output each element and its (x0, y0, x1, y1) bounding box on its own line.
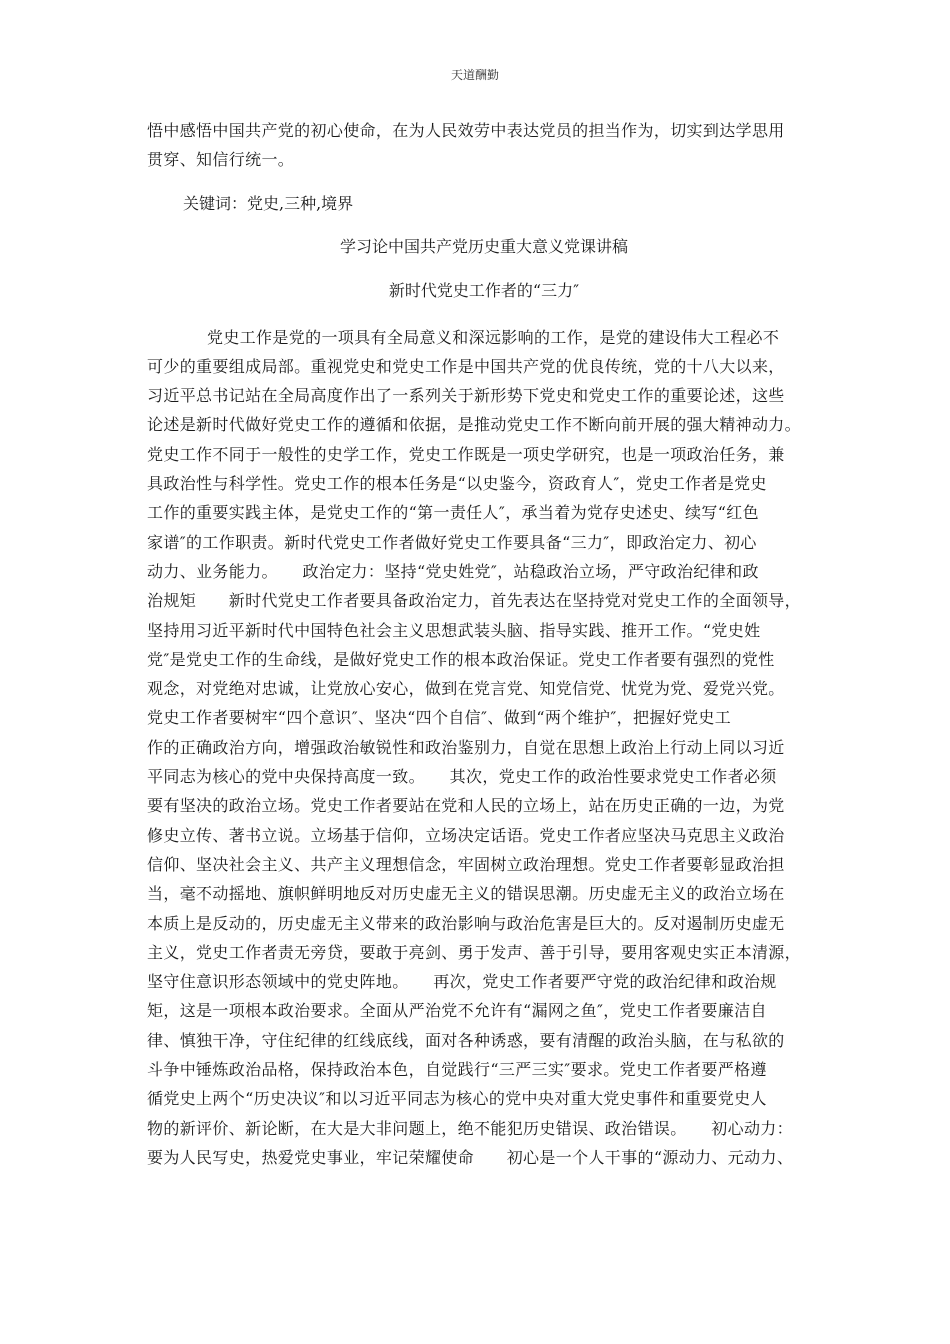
document-content (147, 116, 811, 1172)
keywords-line: 关键词：党史,三种,境界 (183, 193, 354, 213)
text-line: 坚持用习近平新时代中国特色社会主义思想武装头脑、指导实践、推开工作。“党史姓 (147, 620, 761, 640)
text-line: 党史工作不同于一般性的史学工作，党史工作既是一项史学研究，也是一项政治任务，兼 (147, 444, 785, 464)
text-line: 工作的重要实践主体，是党史工作的“第一责任人″，承当着为党存史述史、续写“红色 (147, 503, 759, 523)
body-paragraph (147, 323, 811, 1173)
text-line: 作的正确政治方向，增强政治敏锐性和政治鉴别力，自觉在思想上政治上行动上同以习近 (147, 737, 785, 757)
document-title: 学习论中国共产党历史重大意义党课讲稿 (339, 236, 628, 256)
text-line: 悟中感悟中国共产党的初心使命，在为人民效劳中表达党员的担当作为，切实到达学思用 (147, 121, 785, 140)
text-line: 要为人民写史，热爱党史事业，牢记荣耀使命 初心是一个人干事的“源动力、元动力、 (147, 1147, 794, 1167)
text-line: 矩，这是一项根本政治要求。全面从严治党不允许有“漏网之鱼″，党史工作者要廉洁自 (147, 1001, 767, 1021)
text-line: 物的新评价、新论断，在大是大非问题上，绝不能犯历史错误、政治错误。 初心动力： (147, 1118, 794, 1138)
text-line: 要有坚决的政治立场。党史工作者要站在党和人民的立场上，站在历史正确的一边，为党 (147, 796, 785, 816)
text-line: 信仰、坚决社会主义、共产主义理想信念，牢固树立政治理想。党史工作者要彰显政治担 (147, 854, 785, 874)
text-line: 平同志为核心的党中央保持高度一致。 其次，党史工作的政治性要求党史工作者必须 (147, 767, 777, 787)
text-line: 党史工作是党的一项具有全局意义和深远影响的工作，是党的建设伟大工程必不 (207, 327, 780, 347)
text-line: 动力、业务能力。 政治定力：坚持“党史姓党″，站稳政治立场，严守政治纪律和政 (147, 561, 759, 581)
text-line: 贯穿、知信行统一。 (147, 150, 295, 170)
text-line: 当，毫不动摇地、旗帜鲜明地反对历史虚无主义的错误思潮。历史虚无主义的政治立场在 (147, 884, 785, 904)
text-line: 斗争中锤炼政治品格，保持政治本色，自觉践行“三严三实″要求。党史工作者要严格遵 (147, 1060, 767, 1080)
text-line: 律、慎独干净，守住纪律的红线底线，面对各种诱惑，要有清醒的政治头脑，在与私欲的 (147, 1030, 785, 1050)
page-header: 天道酬勤 (450, 68, 499, 82)
text-line: 习近平总书记站在全局高度作出了一系列关于新形势下党史和党史工作的重要论述，这些 (147, 386, 785, 406)
text-line: 党史工作者要树牢“四个意识″、坚决“四个自信″、做到“两个维护″，把握好党史工 (147, 708, 732, 728)
text-line: 坚守住意识形态领域中的党史阵地。 再次，党史工作者要严守党的政治纪律和政治规 (147, 972, 777, 992)
text-line: 论述是新时代做好党史工作的遵循和依据，是推动党史工作不断向前开展的强大精神动力。 (147, 415, 802, 435)
intro-paragraph (147, 116, 811, 175)
text-line: 修史立传、著书立说。立场基于信仰，立场决定话语。党史工作者应坚决马克思主义政治 (147, 825, 785, 845)
text-line: 具政治性与科学性。党史工作的根本任务是“以史鉴今，资政育人″，党史工作者是党史 (147, 474, 767, 494)
document-subtitle: 新时代党史工作者的“三力″ (388, 280, 580, 300)
text-line: 可少的重要组成局部。重视党史和党史工作是中国共产党的优良传统，党的十八大以来， (147, 356, 785, 376)
text-line: 循党史上两个“历史决议″和以习近平同志为核心的党中央对重大党史事件和重要党史人 (147, 1089, 767, 1109)
text-line: 本质上是反动的，历史虚无主义带来的政治影响与政治危害是巨大的。反对遏制历史虚无 (147, 913, 785, 933)
text-line: 主义，党史工作者责无旁贷，要敢于亮剑、勇于发声、善于引导，要用客观史实正本清源， (147, 942, 802, 962)
text-line: 治规矩 新时代党史工作者要具备政治定力，首先表达在坚持党对党史工作的全面领导， (147, 591, 802, 611)
text-line: 家谱″的工作职责。新时代党史工作者做好党史工作要具备“三力″，即政治定力、初心 (147, 532, 757, 552)
text-line: 观念，对党绝对忠诚，让党放心安心，做到在党言党、知党信党、忧党为党、爱党兴党。 (147, 679, 785, 699)
text-line: 党″是党史工作的生命线，是做好党史工作的根本政治保证。党史工作者要有强烈的党性 (147, 649, 775, 669)
